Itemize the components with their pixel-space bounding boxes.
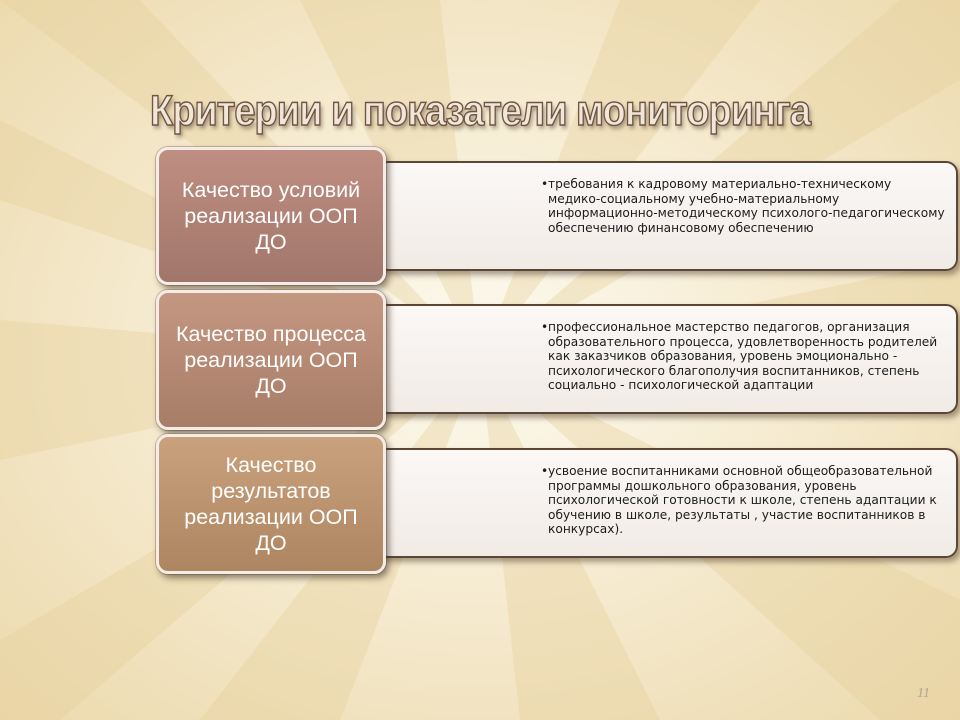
criterion-details-box	[376, 304, 958, 414]
slide-title: Критерии и показатели мониторинга	[150, 88, 810, 136]
page-number: 11	[917, 686, 930, 701]
criterion-category-box	[156, 147, 386, 285]
criterion-category: Качество процесса реализации ООП ДО	[176, 322, 366, 398]
criterion-details: • требования к кадровому материально-техническому медико-социальному учебно-материальному информационно-методическому психолого-педагогическому обеспечению финансовому обеспечению	[542, 177, 946, 235]
criterion-category-box	[156, 434, 386, 574]
criterion-details: • усвоение воспитанниками основной общеобразовательной программы дошкольного образования, уровень психологической готовности к школе, степень адаптации к обучению в школе, результаты , участие воспитанников в конкурсах).	[542, 464, 946, 537]
criterion-category: Качество условий реализации ООП ДО	[181, 178, 361, 254]
criterion-category-box	[156, 290, 386, 430]
criterion-details: • профессиональное мастерство педагогов, организация образовательного процесса, удовлетворенность родителей как заказчиков образования, уровень эмоционально - психологического благополучия воспитанников, степень социально - психологической адаптации	[542, 320, 946, 393]
criterion-details-box	[376, 161, 958, 271]
criterion-details-box	[376, 448, 958, 558]
criterion-category: Качество результатов реализации ООП ДО	[184, 453, 358, 555]
